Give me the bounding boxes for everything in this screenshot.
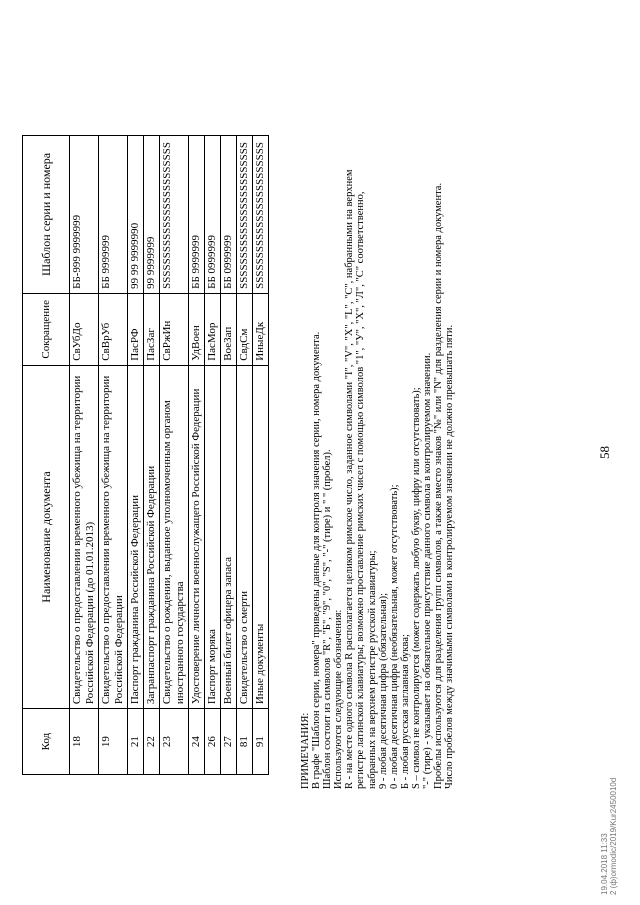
cell-abbr: СвдСм: [237, 293, 253, 365]
cell-template: 99 9999999: [144, 136, 160, 294]
table-row: [144, 136, 160, 775]
print-stamp: [600, 778, 618, 895]
header-code: Код: [23, 709, 70, 775]
cell-name: Свидетельство о смерти: [237, 365, 253, 708]
note-line: Б - любая русская заглавная буква;: [399, 634, 411, 789]
note-line: Пробелы используются для разделения групп символов, а также вместо знаков "№" или "N" для разделения серии и номера документа.: [433, 182, 445, 789]
note-line: 0 - любая десятичная цифра (необязательная, может отсутствовать);: [388, 484, 400, 789]
cell-code: 27: [221, 709, 237, 775]
stamp-line-2: 2 (ф)ormodic/2019/Kur2450010d: [609, 777, 618, 895]
cell-abbr: ПасМор: [205, 293, 221, 365]
cell-code: 21: [128, 709, 144, 775]
stamp-line-1: 19.04.2018 11:33: [600, 833, 609, 895]
table-row: [205, 136, 221, 775]
header-abbr: Сокращение: [23, 293, 70, 365]
table-row: [221, 136, 237, 775]
cell-name: Военный билет офицера запаса: [221, 365, 237, 708]
note-line: Используются следующие обозначения:: [333, 609, 345, 789]
notes-lines: [311, 149, 455, 789]
notes-block: [300, 149, 455, 789]
cell-template: SSSSSSSSSSSSSSSSSSSSSSSS: [253, 136, 269, 294]
cell-code: 19: [99, 709, 128, 775]
cell-name: Свидетельство о предоставлении временного убежища на территории Российской Федерации: [99, 365, 128, 708]
document-codes-table: [22, 135, 269, 775]
cell-name: Паспорт гражданина Российской Федерации: [128, 365, 144, 708]
note-line: R - на месте одного символа R располагается целиком римское число, заданное символами "I", "V", "X", "L", "C", набранными на верхнем регистре латинской клавиатуры; возможно проставление римских чисел с помощью символов "1", "У", "Х", "Л", "С" соответственно, набранных на верхнем регистре русской клавиатуры;: [344, 169, 378, 789]
note-line: 9 - любая десятичная цифра (обязательная);: [377, 592, 389, 789]
cell-code: 22: [144, 709, 160, 775]
note-line: В графе "Шаблон серии, номера" приведены данные для контроля значения серии, номера документа.: [311, 331, 323, 789]
cell-code: 18: [70, 709, 99, 775]
cell-name: Свидетельство о предоставлении временного убежища на территории Российской Федерации (до 01.01.2013): [70, 365, 99, 708]
cell-template: SSSSSSSSSSSSSSSSSSSSSSSS: [237, 136, 253, 294]
table-row: [160, 136, 189, 775]
cell-template: ББ 9999999: [189, 136, 205, 294]
cell-abbr: УдВоен: [189, 293, 205, 365]
cell-template: ББ 0999999: [221, 136, 237, 294]
table-row: [253, 136, 269, 775]
cell-abbr: СвВрУб: [99, 293, 128, 365]
table-row: [99, 136, 128, 775]
cell-name: Свидетельство о рождении, выданное уполномоченным органом иностранного государства: [160, 365, 189, 708]
cell-name: Иные документы: [253, 365, 269, 708]
cell-abbr: СвРжИн: [160, 293, 189, 365]
table-row: [70, 136, 99, 775]
cell-abbr: СвУбДо: [70, 293, 99, 365]
cell-code: 91: [253, 709, 269, 775]
notes-heading: ПРИМЕЧАНИЯ:: [300, 712, 311, 789]
cell-code: 81: [237, 709, 253, 775]
cell-name: Загранпаспорт гражданина Российской Федерации: [144, 365, 160, 708]
cell-template: ББ 9999999: [99, 136, 128, 294]
note-line: Шаблон состоит из символов "R", "Б", "9", "0", "S", "-" (тире) и " " (пробел).: [322, 449, 334, 789]
note-line: S – символ не контролируется (может содержать любую букву, цифру или отсутствовать);: [410, 387, 422, 789]
table-header-row: [23, 136, 70, 775]
cell-abbr: ИныеДк: [253, 293, 269, 365]
cell-name: Паспорт моряка: [205, 365, 221, 708]
cell-name: Удостоверение личности военнослужащего Российской Федерации: [189, 365, 205, 708]
cell-abbr: ПасРФ: [128, 293, 144, 365]
header-name: Наименование документа: [23, 365, 70, 708]
cell-abbr: ВоеЗап: [221, 293, 237, 365]
table-row: [237, 136, 253, 775]
cell-template: 99 99 9999990: [128, 136, 144, 294]
table-row: [189, 136, 205, 775]
cell-code: 23: [160, 709, 189, 775]
cell-template: ББ 0999999: [205, 136, 221, 294]
table-row: [128, 136, 144, 775]
cell-template: ББ-999 9999999: [70, 136, 99, 294]
cell-code: 26: [205, 709, 221, 775]
cell-abbr: ПасЗаг: [144, 293, 160, 365]
cell-template: SSSSSSSSSSSSSSSSSSSSSSSS: [160, 136, 189, 294]
note-line: Число пробелов между значимыми символами в контролируемом значении не должно превышать пяти.: [444, 324, 456, 789]
header-template: Шаблон серии и номера: [23, 136, 70, 294]
cell-code: 24: [189, 709, 205, 775]
page-number: 58: [597, 446, 612, 459]
note-line: "-" (тире) - указывает на обязательное присутствие данного символа в контролируемом значении.: [422, 352, 434, 789]
